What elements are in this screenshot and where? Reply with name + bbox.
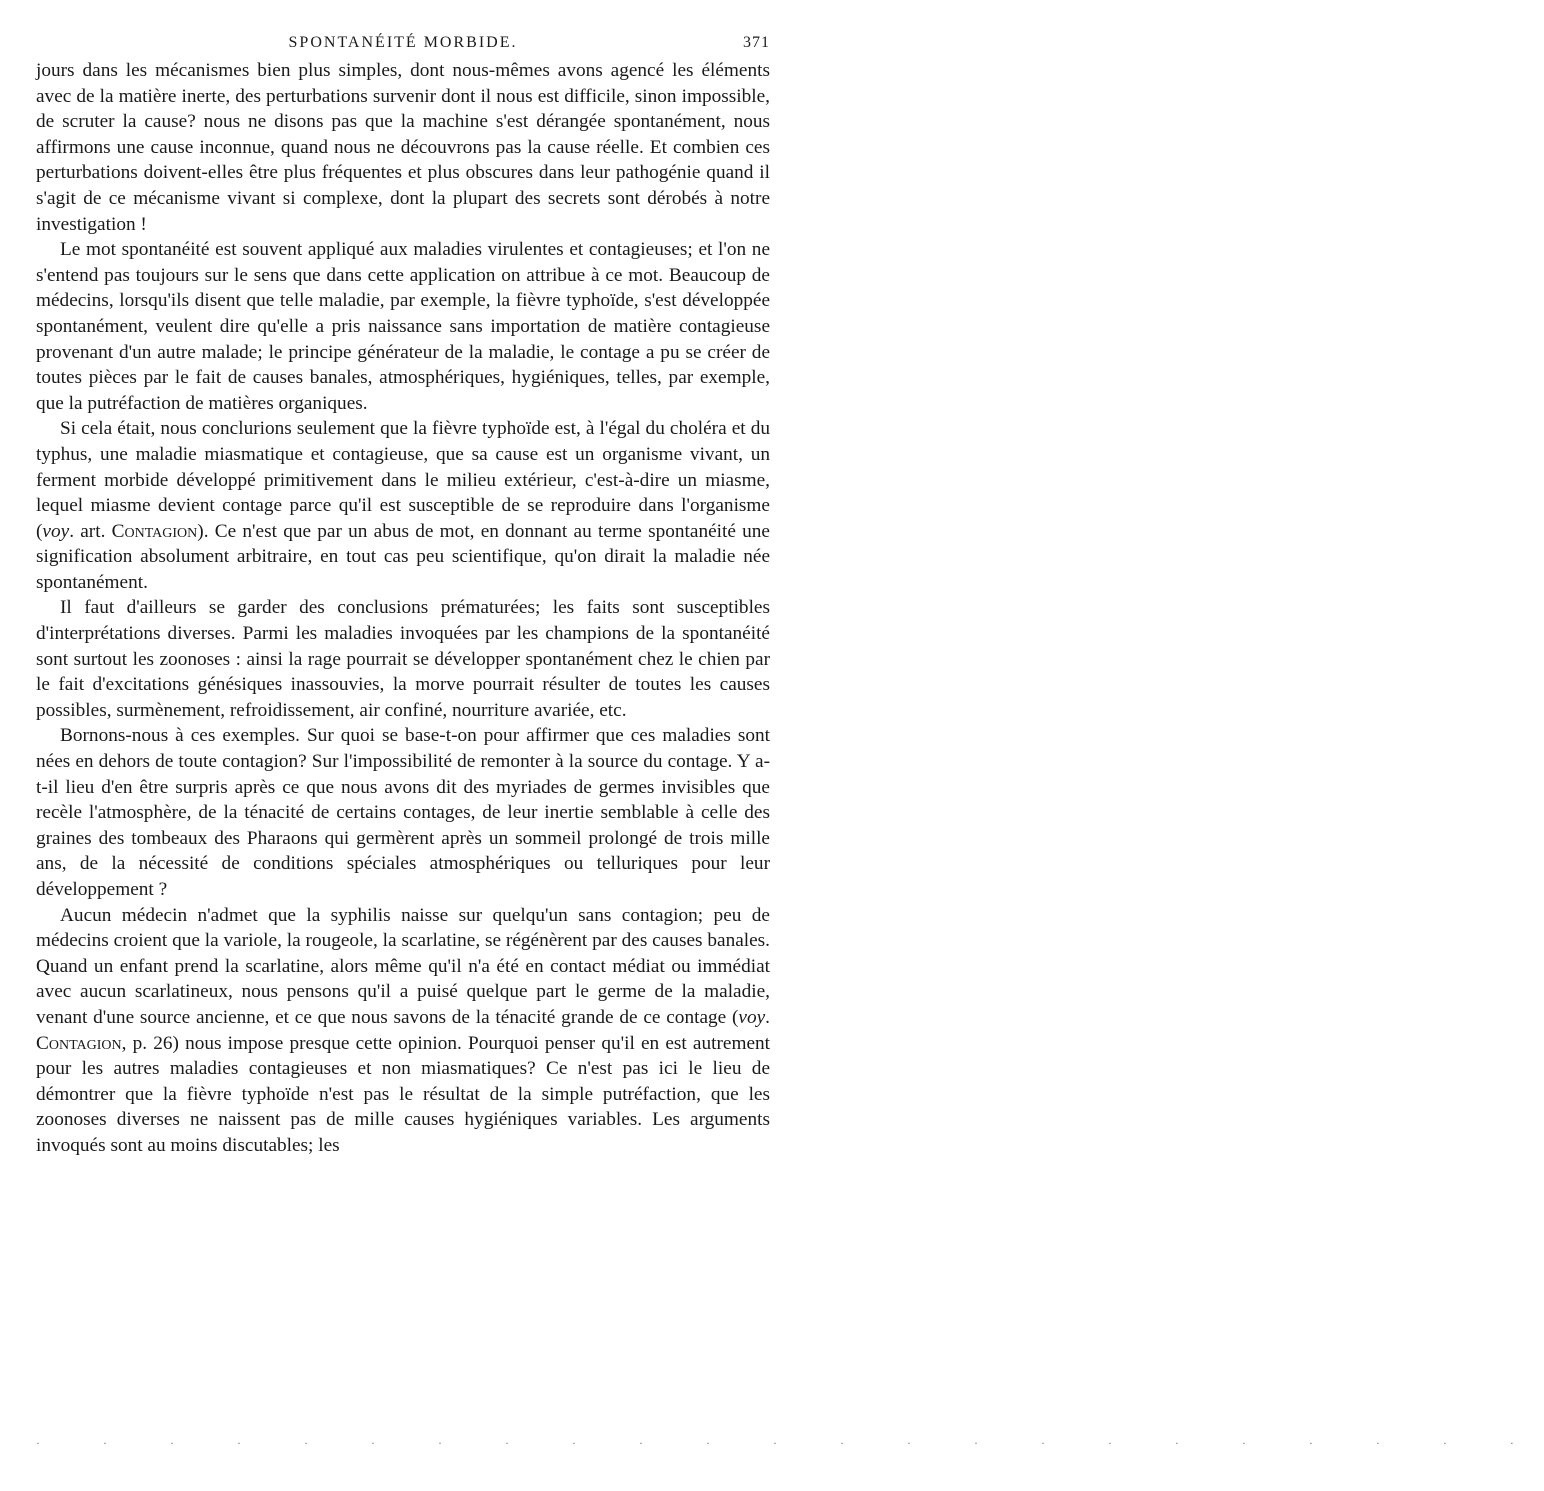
bleed-through-marks: · · · · · · · · · · · · · · · · · · · · · · · [36, 1436, 1544, 1450]
page-number: 371 [743, 34, 770, 51]
running-head [36, 28, 770, 58]
paragraph-3-mid: . art. [69, 520, 112, 542]
body-text [36, 58, 770, 1159]
contagion-reference: Contagion [111, 520, 198, 542]
paragraph-6-text-after: , p. 26) nous impose presque cette opinion. Pourquoi penser qu'il en est autrement pour les autres maladies contagieuses et non miasmatiques? Ce n'est pas ici le lieu de démontrer que la fièvre typhoïde n'est pas le résultat de la simple putréfaction, que les zoonoses diverses ne naissent pas de mille causes hygiéniques variables. Les arguments invoqués sont au moins discutables; les [36, 1032, 770, 1156]
paragraph-6-text-before: Aucun médecin n'admet que la syphilis naisse sur quelqu'un sans contagion; peu de médecins croient que la variole, la rougeole, la scarlatine, se régénèrent par des causes banales. Quand un enfant prend la scarlatine, alors même qu'il n'a été en contact médiat ou immédiat avec aucun scarlatineux, nous pensons qu'il a puisé quelque part le germe de la maladie, venant d'une source ancienne, et ce que nous savons de la ténacité grande de ce contage ( [36, 904, 770, 1028]
voy-abbreviation: voy [42, 520, 70, 542]
paragraph-2: Le mot spontanéité est souvent appliqué aux maladies virulentes et contagieuses; et l'on ne s'entend pas toujours sur le sens que dans cette application on attribue à ce mot. Beaucoup de médecins, lorsqu'ils disent que telle maladie, par exemple, la fièvre typhoïde, s'est développée spontanément, veulent dire qu'elle a pris naissance sans importation de matière contagieuse provenant d'un autre malade; le principe générateur de la maladie, le contage a pu se créer de toutes pièces par le fait de causes banales, atmosphériques, hygiéniques, telles, par exemple, que la putréfaction de matières organiques. [36, 239, 770, 414]
paragraph-5: Bornons-nous à ces exemples. Sur quoi se base-t-on pour affirmer que ces maladies sont nées en dehors de toute contagion? Sur l'impossibilité de remonter à la source du contage. Y a-t-il lieu d'en être surpris après ce que nous avons dit des myriades de germes invisibles que recèle l'atmosphère, de la ténacité de certains contages, de leur inertie semblable à celle des graines des tombeaux des Pharaons qui germèrent après un sommeil prolongé de trois mille ans, de la nécessité de conditions spéciales atmosphériques ou telluriques pour leur développement ? [36, 725, 770, 900]
paragraph-6 [36, 903, 770, 1159]
voy-abbreviation: voy [738, 1006, 766, 1028]
paragraph-6-mid: . [765, 1006, 770, 1028]
paragraph-3-text-after: ). Ce n'est que par un abus de mot, en donnant au terme spontanéité une signification absolument arbitraire, en tout cas peu scientifique, qu'on dirait la maladie née spontanément. [36, 520, 770, 593]
book-page [36, 28, 770, 1159]
running-title: SPONTANÉITÉ MORBIDE. [288, 34, 518, 51]
paragraph-3 [36, 416, 770, 595]
paragraph-1: jours dans les mécanismes bien plus simples, dont nous-mêmes avons agencé les éléments avec de la matière inerte, des perturbations survenir dont il nous est difficile, sinon impossible, de scruter la cause? nous ne disons pas que la machine s'est dérangée spontanément, nous affirmons une cause inconnue, quand nous ne découvrons pas la cause réelle. Et combien ces perturbations doivent-elles être plus fréquentes et plus obscures dans leur pathogénie quand il s'agit de ce mécanisme vivant si complexe, dont la plupart des secrets sont dérobés à notre investigation ! [36, 60, 770, 235]
contagion-reference: Contagion [36, 1032, 122, 1054]
paragraph-4: Il faut d'ailleurs se garder des conclusions prématurées; les faits sont susceptibles d'interprétations diverses. Parmi les maladies invoquées par les champions de la spontanéité sont surtout les zoonoses : ainsi la rage pourrait se développer spontanément chez le chien par le fait d'excitations génésiques inassouvies, la morve pourrait résulter de toutes les causes possibles, surmènement, refroidissement, air confiné, nourriture avariée, etc. [36, 597, 770, 721]
paragraph-3-text-before: Si cela était, nous conclurions seulement que la fièvre typhoïde est, à l'égal du choléra et du typhus, une maladie miasmatique et contagieuse, que sa cause est un organisme vivant, un ferment morbide développé primitivement dans le milieu extérieur, c'est-à-dire un miasme, lequel miasme devient contage parce qu'il est susceptible de se reproduire dans l'organisme ( [36, 418, 770, 542]
